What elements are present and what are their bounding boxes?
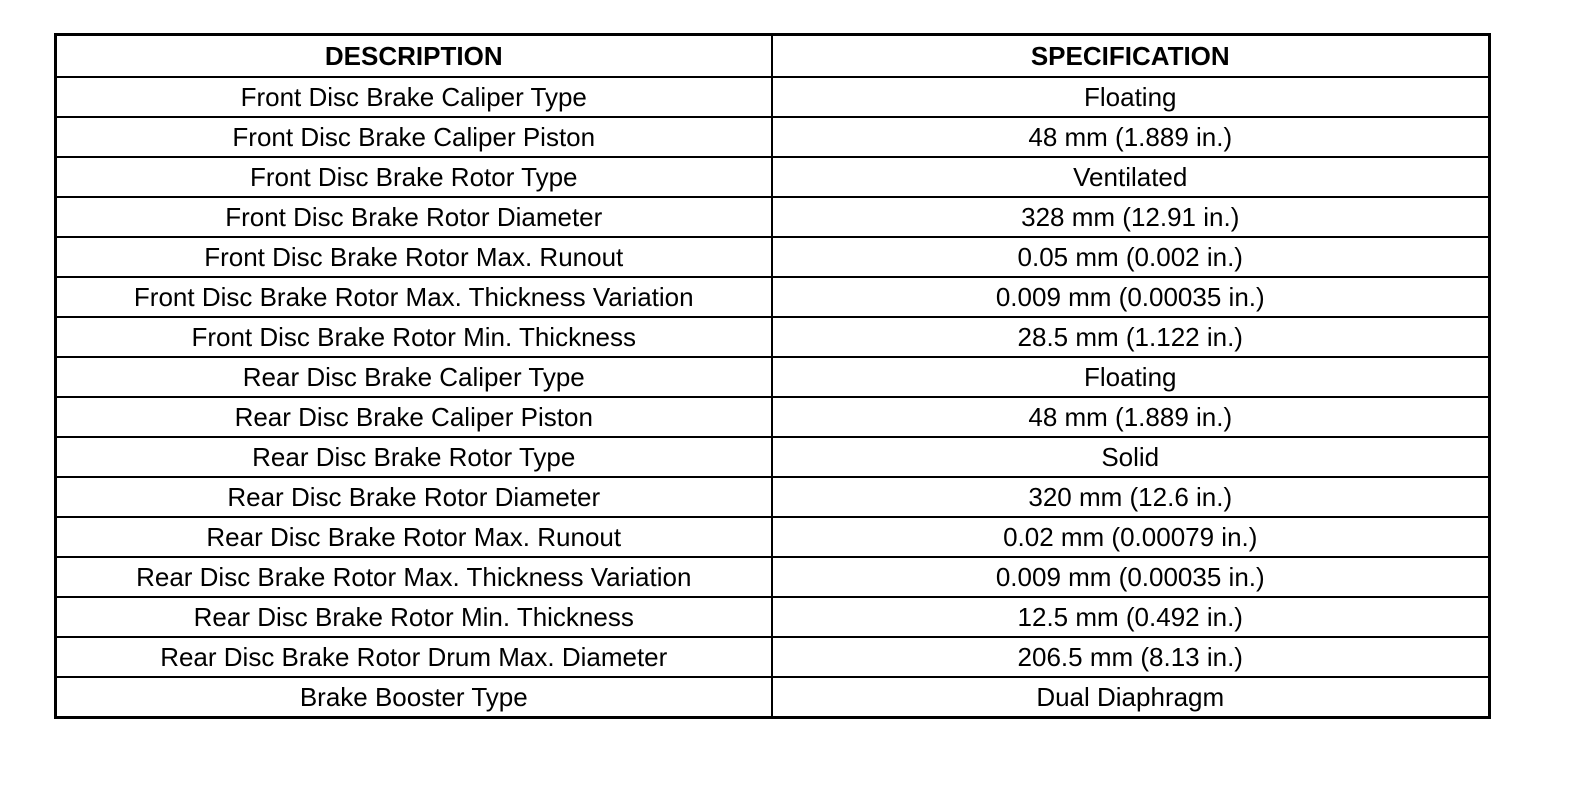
specification-cell: Ventilated [772,157,1490,197]
table-row [56,317,1490,357]
table-row [56,277,1490,317]
specification-cell: 48 mm (1.889 in.) [772,397,1490,437]
description-cell: Front Disc Brake Rotor Diameter [56,197,772,237]
table-row [56,397,1490,437]
description-cell: Rear Disc Brake Rotor Min. Thickness [56,597,772,637]
description-cell: Rear Disc Brake Rotor Diameter [56,477,772,517]
table-row [56,357,1490,397]
specification-cell: 206.5 mm (8.13 in.) [772,637,1490,677]
table-row [56,237,1490,277]
specification-cell: Dual Diaphragm [772,677,1490,718]
description-cell: Brake Booster Type [56,677,772,718]
specification-cell: 0.05 mm (0.002 in.) [772,237,1490,277]
description-cell: Rear Disc Brake Rotor Max. Runout [56,517,772,557]
description-cell: Rear Disc Brake Caliper Type [56,357,772,397]
specification-cell: Floating [772,357,1490,397]
description-cell: Front Disc Brake Caliper Type [56,77,772,117]
table-header-row [56,35,1490,78]
description-cell: Front Disc Brake Rotor Min. Thickness [56,317,772,357]
specification-cell: 0.009 mm (0.00035 in.) [772,557,1490,597]
description-cell: Rear Disc Brake Rotor Type [56,437,772,477]
table-row [56,557,1490,597]
column-header-description: DESCRIPTION [56,35,772,78]
specification-cell: 12.5 mm (0.492 in.) [772,597,1490,637]
table-row [56,77,1490,117]
specification-cell: Solid [772,437,1490,477]
table-row [56,597,1490,637]
specification-cell: Floating [772,77,1490,117]
table-row [56,437,1490,477]
table-row [56,517,1490,557]
table-row [56,477,1490,517]
specification-cell: 328 mm (12.91 in.) [772,197,1490,237]
brake-specifications-table [54,33,1491,719]
description-cell: Front Disc Brake Rotor Max. Thickness Variation [56,277,772,317]
description-cell: Rear Disc Brake Rotor Max. Thickness Variation [56,557,772,597]
specification-cell: 0.009 mm (0.00035 in.) [772,277,1490,317]
description-cell: Front Disc Brake Caliper Piston [56,117,772,157]
specification-cell: 28.5 mm (1.122 in.) [772,317,1490,357]
table-row [56,197,1490,237]
description-cell: Front Disc Brake Rotor Max. Runout [56,237,772,277]
table-row [56,157,1490,197]
specification-cell: 48 mm (1.889 in.) [772,117,1490,157]
table-row [56,677,1490,718]
description-cell: Rear Disc Brake Caliper Piston [56,397,772,437]
specification-cell: 0.02 mm (0.00079 in.) [772,517,1490,557]
column-header-specification: SPECIFICATION [772,35,1490,78]
table-row [56,637,1490,677]
description-cell: Rear Disc Brake Rotor Drum Max. Diameter [56,637,772,677]
description-cell: Front Disc Brake Rotor Type [56,157,772,197]
table-row [56,117,1490,157]
specification-cell: 320 mm (12.6 in.) [772,477,1490,517]
